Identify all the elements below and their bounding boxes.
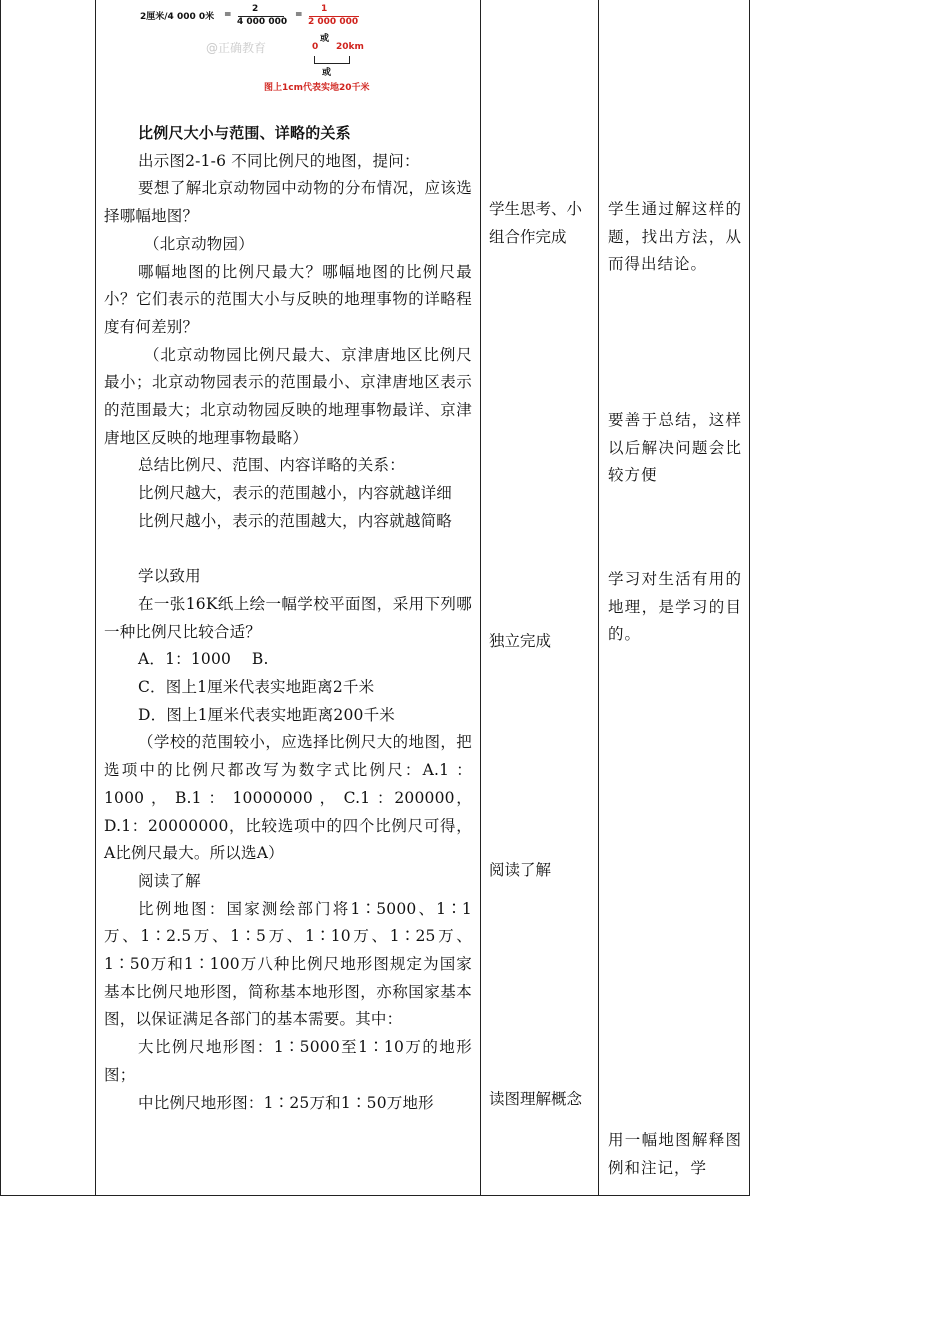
student-activity: 独立完成 [489, 632, 552, 650]
student-activity: 读图理解概念 [489, 1090, 583, 1108]
scale-bar [314, 56, 350, 64]
paragraph: 在一张16K纸上绘一幅学校平面图，采用下列哪一种比例尺比较合适？ [104, 594, 472, 641]
option: D．图上1厘米代表实地距离200千米 [138, 705, 395, 724]
design-intent: 学生通过解这样的题，找出方法，从而得出结论。 [608, 200, 742, 274]
fraction-denominator: 4 000 000 [237, 17, 288, 27]
paragraph: 比例地图：国家测绘部门将1∶5000、1∶1万、1∶2.5万、1∶5万、1∶10万、1∶25万、1∶50万和1∶100万八种比例尺地形图规定为国家基本比例尺地形图，简称基本地形图，亦称国家基本图，以保证满足各部门的基本需要。其中： [104, 899, 472, 1029]
design-intent: 学习对生活有用的地理，是学习的目的。 [608, 570, 742, 644]
or-label: 或 [322, 68, 332, 78]
paragraph: 要想了解北京动物园中动物的分布情况，应该选择哪幅地图？ [104, 179, 472, 226]
or-label: 或 [320, 34, 330, 44]
scale-formula: 2厘米/4 000 0米 [140, 12, 215, 22]
design-intent: 要善于总结，这样以后解决问题会比较方便 [608, 411, 742, 485]
scale-caption: 图上1cm代表实地20千米 [264, 83, 370, 93]
paragraph: （北京动物园） [144, 234, 254, 253]
fraction-numerator: 2 [252, 4, 259, 14]
paragraph: 中比例尺地形图：1∶25万和1∶50万地形 [138, 1093, 434, 1112]
paragraph: （北京动物园比例尺最大、京津唐地区比例尺最小；北京动物园表示的范围最小、京津唐地区表示的范围最大；北京动物园反映的地理事物最详、京津唐地区反映的地理事物最略） [104, 345, 472, 447]
paragraph: 比例尺越大，表示的范围越小，内容就越详细 [138, 484, 453, 503]
paragraph: 哪幅地图的比例尺最大？哪幅地图的比例尺最小？它们表示的范围大小与反映的地理事物的详略程度有何差别？ [104, 262, 472, 336]
paragraph: 阅读了解 [138, 871, 201, 890]
paragraph: 总结比例尺、范围、内容详略的关系： [138, 456, 405, 475]
column-divider [598, 0, 599, 1196]
paragraph: 大比例尺地形图：1∶5000至1∶10万的地形图； [104, 1038, 472, 1084]
design-intent: 用一幅地图解释图例和注记，学 [608, 1131, 742, 1177]
section-heading: 比例尺大小与范围、详略的关系 [138, 124, 351, 142]
equals-sign: = [295, 10, 303, 20]
scale-bar-distance: 20km [336, 42, 364, 52]
paragraph: 出示图2-1-6 不同比例尺的地图，提问： [138, 151, 420, 170]
watermark: @正确教育 [206, 41, 267, 55]
column-divider [95, 0, 96, 1196]
scale-bar-zero: 0 [312, 42, 319, 52]
option: C．图上1厘米代表实地距离2千米 [138, 678, 375, 697]
scale-figure [140, 4, 390, 96]
student-activity: 阅读了解 [489, 861, 552, 879]
paragraph: 学以致用 [138, 567, 201, 586]
equals-sign: = [224, 10, 232, 20]
paragraph: （学校的范围较小，应选择比例尺大的地图，把选项中的比例尺都改写为数字式比例尺：A.1 ： 1000 ， B.1 ： 10000000 ， C.1 ：200000，D.1：20000000，比较选项中的四个比例尺可得，A比例尺最大。所以选A） [104, 733, 472, 863]
student-activity: 学生思考、小组合作完成 [489, 200, 583, 246]
option: A．1：1000 B. [138, 650, 269, 669]
column-divider [480, 0, 481, 1196]
paragraph: 比例尺越小，表示的范围越大，内容就越简略 [138, 511, 453, 530]
fraction-denominator: 2 000 000 [308, 17, 359, 27]
fraction-numerator: 1 [321, 4, 328, 14]
teaching-content [104, 120, 472, 1117]
